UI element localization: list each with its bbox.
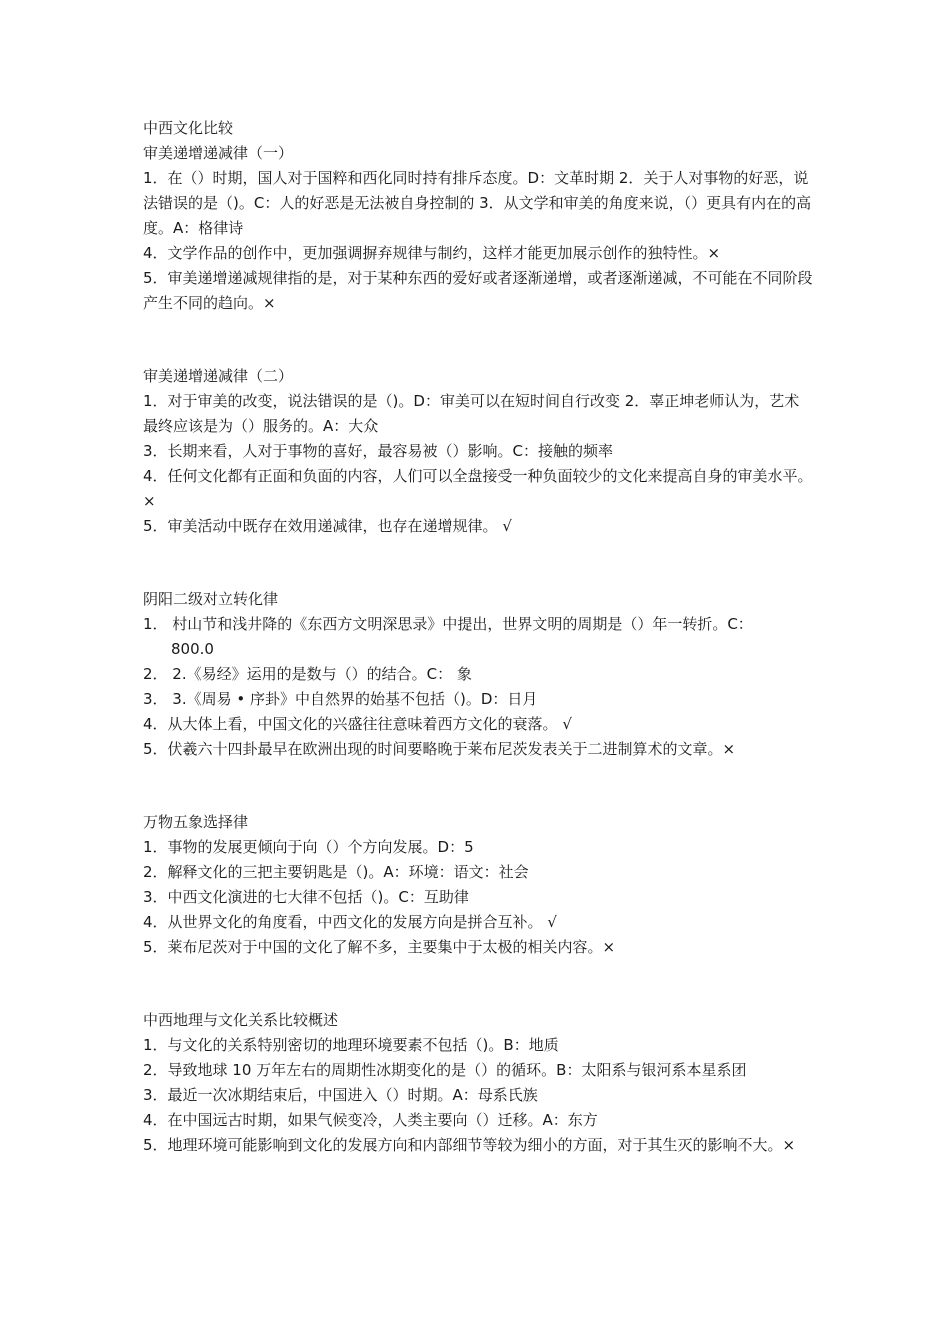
question-line: 1．在（）时期，国人对于国粹和西化同时持有排斥态度。D：文革时期 2．关于人对事物的好恶，说法错误的是（)。C：人的好恶是无法被自身控制的 3．从文学和审美的角度来说，（）更具有内在的高度。A：格律诗 [143,169,812,237]
section-spacer [143,960,813,1008]
question-line: 2． 2.《易经》运用的是数与（）的结合。C： 象 [143,665,472,683]
section-aesthetic-law-1 [143,141,813,316]
document-title: 中西文化比较 [143,119,234,137]
section-title: 审美递增递减律（二） [143,367,294,385]
question-line: 4．从大体上看，中国文化的兴盛往往意味着西方文化的衰落。 √ [143,715,572,733]
section-five-images-law [143,810,813,960]
question-line: 1．对于审美的改变，说法错误的是（)。D：审美可以在短时间自行改变 2．辜正坤老师认为，艺术最终应该是为（）服务的。A：大众 [143,392,800,435]
question-line-continuation: 800.0 [171,640,214,658]
question-line: 3．中西文化演进的七大律不包括（)。C：互助律 [143,888,469,906]
question-line: 5．莱布尼茨对于中国的文化了解不多，主要集中于太极的相关内容。× [143,938,616,956]
question-line: 3．长期来看，人对于事物的喜好，最容易被（）影响。C：接触的频率 [143,442,614,460]
section-spacer [143,539,813,587]
section-title: 阴阳二级对立转化律 [143,590,279,608]
question-line: 4．在中国远古时期，如果气候变冷，人类主要向（）迁移。A：东方 [143,1111,598,1129]
section-spacer [143,762,813,810]
question-line: 2．导致地球 10 万年左右的周期性冰期变化的是（）的循环。B：太阳系与银河系本星系团 [143,1061,747,1079]
section-spacer [143,316,813,364]
section-title: 中西地理与文化关系比较概述 [143,1011,339,1029]
question-line: 3． 3.《周易 • 序卦》中自然界的始基不包括（)。D：日月 [143,690,538,708]
question-line: 5．审美递增递减规律指的是，对于某种东西的爱好或者逐渐递增，或者逐渐递减，不可能在不同阶段产生不同的趋向。× [143,269,813,312]
section-title: 万物五象选择律 [143,813,249,831]
question-line: 4．任何文化都有正面和负面的内容，人们可以全盘接受一种负面较少的文化来提高自身的审美水平。× [143,467,813,510]
section-geography-culture [143,1008,813,1158]
question-line: 5．地理环境可能影响到文化的发展方向和内部细节等较为细小的方面，对于其生灭的影响不大。× [143,1136,796,1154]
question-line: 1．与文化的关系特别密切的地理环境要素不包括（)。B：地质 [143,1036,559,1054]
question-line: 2．解释文化的三把主要钥匙是（)。A：环境：语文：社会 [143,863,529,881]
section-title: 审美递增递减律（一） [143,144,294,162]
question-line: 5．伏羲六十四卦最早在欧洲出现的时间要略晚于莱布尼茨发表关于二进制算术的文章。× [143,740,736,758]
question-line: 1．事物的发展更倾向于向（）个方向发展。D：5 [143,838,474,856]
question-line: 1． 村山节和浅井降的《东西方文明深思录》中提出，世界文明的周期是（）年一转折。C： [143,615,753,633]
question-line: 5．审美活动中既存在效用递减律，也存在递增规律。 √ [143,517,512,535]
question-line: 4．从世界文化的角度看，中西文化的发展方向是拼合互补。 √ [143,913,557,931]
question-line: 3．最近一次冰期结束后，中国进入（）时期。A：母系氏族 [143,1086,538,1104]
document-page [143,116,813,1158]
section-aesthetic-law-2 [143,364,813,539]
question-line: 4．文学作品的创作中，更加强调摒弃规律与制约，这样才能更加展示创作的独特性。× [143,244,721,262]
section-yin-yang-law [143,587,813,762]
